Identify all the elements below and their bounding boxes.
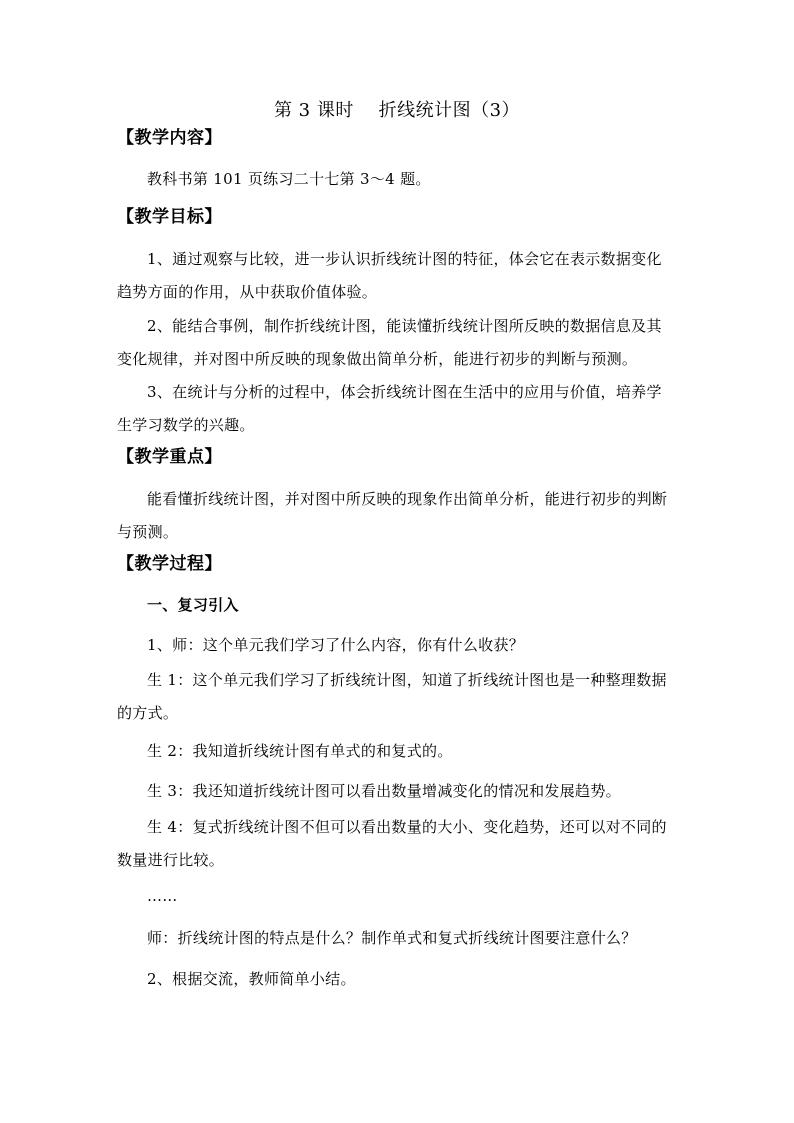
page-title: 第 3 课时 折线统计图（3） xyxy=(273,100,521,121)
process-line-6: …… xyxy=(147,887,178,905)
goal-item-2: 2、能结合事例，制作折线统计图，能读懂折线统计图所反映的数据信息及其变化规律，并对图中所反映的现象做出简单分析，能进行初步的判断与预测。 xyxy=(117,317,662,368)
process-line-4: 生 3：我还知道折线统计图可以看出数量增减变化的情况和发展趋势。 xyxy=(147,782,621,800)
process-subheading: 一、复习引入 xyxy=(147,596,239,614)
process-line-5: 生 4：复式折线统计图不但可以看出数量的大小、变化趋势，还可以对不同的数量进行比较。 xyxy=(117,818,667,869)
goal-item-1: 1、通过观察与比较，进一步认识折线统计图的特征，体会它在表示数据变化趋势方面的作用，从中获取价值体验。 xyxy=(117,250,662,301)
goal-item-3: 3、在统计与分析的过程中，体会折线统计图在生活中的应用与价值，培养学生学习数学的兴趣。 xyxy=(117,383,662,434)
process-line-7: 师：折线统计图的特点是什么？制作单式和复式折线统计图要注意什么？ xyxy=(147,929,637,947)
process-line-3: 生 2：我知道折线统计图有单式的和复式的。 xyxy=(147,742,453,760)
heading-goals: 【教学目标】 xyxy=(117,207,222,227)
process-line-2: 生 1：这个单元我们学习了折线统计图，知道了折线统计图也是一种整理数据的方式。 xyxy=(117,671,667,722)
heading-process: 【教学过程】 xyxy=(117,554,222,574)
process-line-1: 1、师：这个单元我们学习了什么内容，你有什么收获？ xyxy=(147,636,525,654)
focus-text: 能看懂折线统计图，并对图中所反映的现象作出简单分析，能进行初步的判断与预测。 xyxy=(117,490,668,541)
process-line-8: 2、根据交流，教师简单小结。 xyxy=(147,970,356,988)
heading-focus: 【教学重点】 xyxy=(117,447,222,467)
content-text: 教科书第 101 页练习二十七第 3～4 题。 xyxy=(147,170,431,188)
heading-content: 【教学内容】 xyxy=(117,128,222,148)
